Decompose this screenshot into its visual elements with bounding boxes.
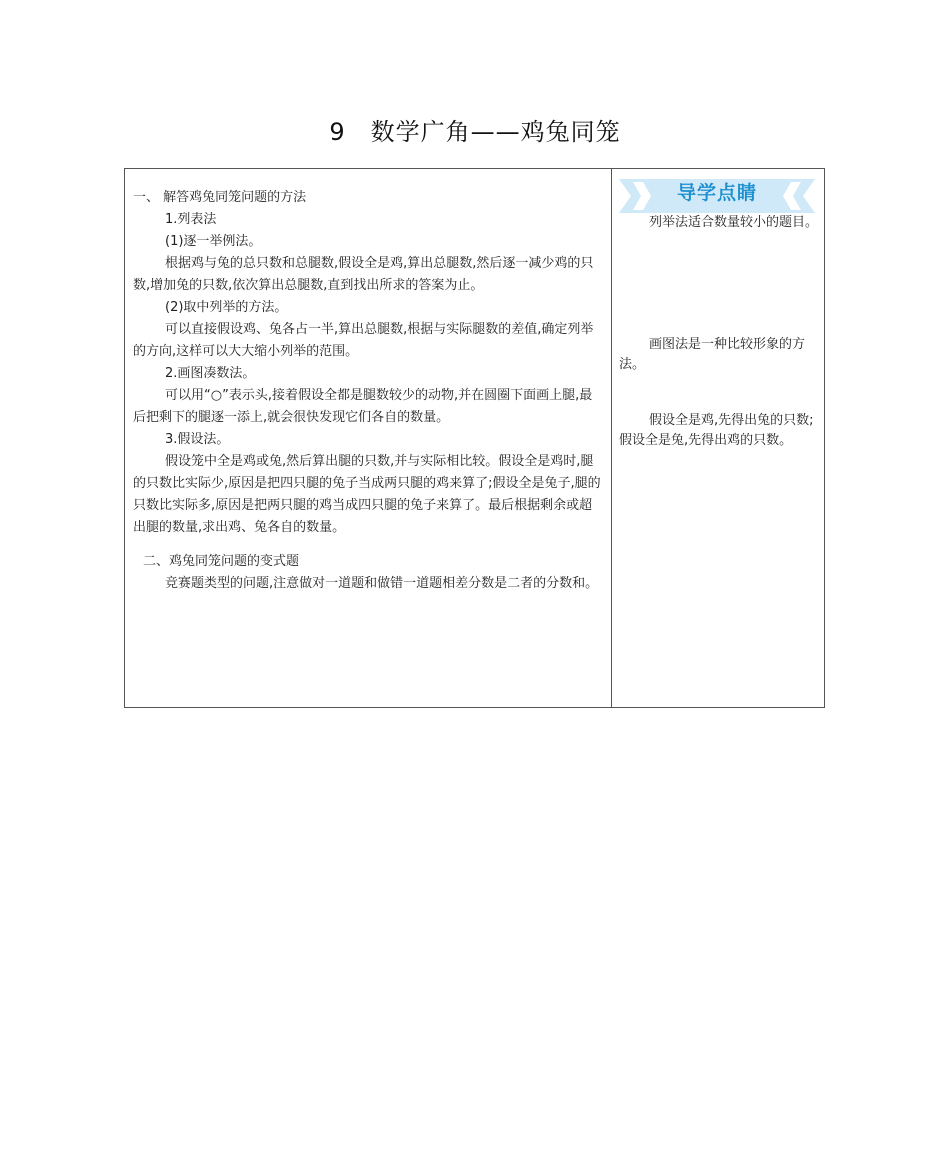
- method2-title: 2.画图凑数法。: [165, 366, 256, 381]
- method1-2-text: 可以直接假设鸡、兔各占一半,算出总腿数,根据与实际腿数的差值,确定列举的方向,这样可以大大缩小列举的范围。: [133, 322, 594, 359]
- main-column: [133, 187, 601, 595]
- section2-heading: 二、鸡兔同笼问题的变式题: [143, 554, 300, 569]
- side-note-1: 列举法适合数量较小的题目。: [649, 215, 819, 230]
- method2-text: 可以用“○”表示头,接着假设全都是腿数较少的动物,并在圆圈下面画上腿,最后把剩下的腿逐一添上,就会很快发现它们各自的数量。: [133, 388, 593, 425]
- method3-title: 3.假设法。: [165, 432, 230, 447]
- side-note-2: 画图法是一种比较形象的方法。: [619, 337, 806, 372]
- side-column: [619, 179, 819, 451]
- method1-1-text: 根据鸡与兔的总只数和总腿数,假设全是鸡,算出总腿数,然后逐一减少鸡的只数,增加兔的只数,依次算出总腿数,直到找出所求的答案为止。: [133, 256, 594, 293]
- section1-heading: 一、 解答鸡兔同笼问题的方法: [133, 190, 307, 205]
- method1-1-title: (1)逐一举例法。: [165, 234, 262, 249]
- section2-text: 竞赛题类型的问题,注意做对一道题和做错一道题相差分数是二者的分数和。: [165, 576, 599, 591]
- page-title: 9 数学广角——鸡兔同笼: [329, 118, 621, 146]
- column-divider: [611, 169, 612, 707]
- banner-title: 导学点睛: [676, 182, 757, 204]
- guide-banner: [619, 179, 815, 213]
- method1-title: 1.列表法: [165, 212, 217, 227]
- content-table: [124, 168, 825, 708]
- side-note-3: 假设全是鸡,先得出兔的只数;假设全是兔,先得出鸡的只数。: [619, 413, 814, 448]
- method3-text: 假设笼中全是鸡或兔,然后算出腿的只数,并与实际相比较。假设全是鸡时,腿的只数比实际少,原因是把四只腿的兔子当成两只腿的鸡来算了;假设全是兔子,腿的只数比实际多,原因是把两只腿的鸡当成四只腿的兔子来算了。最后根据剩余或超出腿的数量,求出鸡、兔各自的数量。: [133, 454, 601, 535]
- method1-2-title: (2)取中列举的方法。: [165, 300, 288, 315]
